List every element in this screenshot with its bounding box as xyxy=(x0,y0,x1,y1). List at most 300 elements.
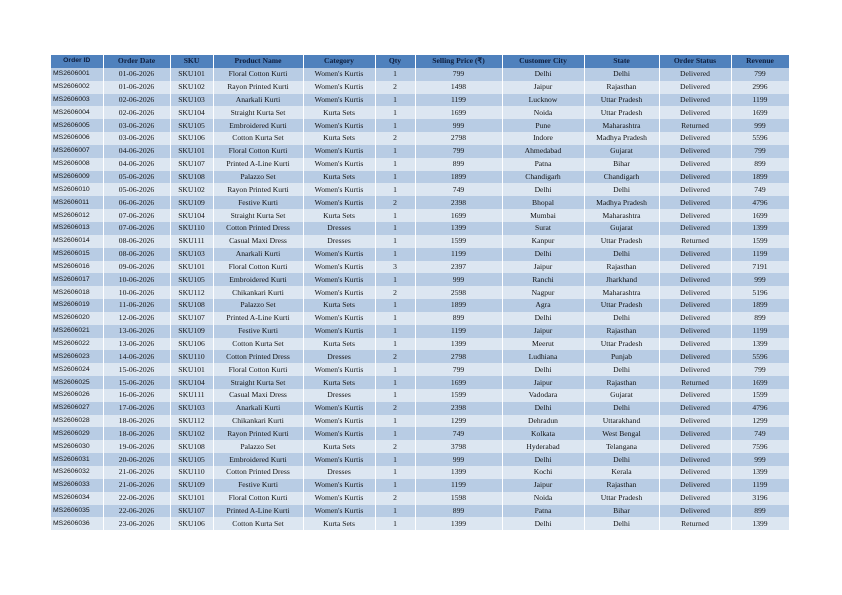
revenue-cell: 1699 xyxy=(731,106,789,119)
sku-cell: SKU103 xyxy=(170,94,213,107)
table-row xyxy=(51,145,789,158)
sku-cell: SKU107 xyxy=(170,505,213,518)
order-status-cell: Delivered xyxy=(659,479,731,492)
qty-cell: 1 xyxy=(375,505,415,518)
order-status-cell: Delivered xyxy=(659,415,731,428)
orders-table xyxy=(51,55,790,530)
column-header-order-status: Order Status xyxy=(659,55,731,68)
qty-cell: 1 xyxy=(375,363,415,376)
order-status-cell: Delivered xyxy=(659,363,731,376)
state-cell: Bihar xyxy=(584,505,659,518)
selling-price-cell: 999 xyxy=(415,119,502,132)
table-row xyxy=(51,402,789,415)
order-id-cell: MS2606029 xyxy=(51,427,103,440)
sku-cell: SKU103 xyxy=(170,248,213,261)
sku-cell: SKU109 xyxy=(170,196,213,209)
order-id-cell: MS2606026 xyxy=(51,389,103,402)
order-status-cell: Delivered xyxy=(659,158,731,171)
revenue-cell: 1199 xyxy=(731,479,789,492)
sku-cell: SKU109 xyxy=(170,325,213,338)
order-id-cell: MS2606028 xyxy=(51,415,103,428)
selling-price-cell: 1498 xyxy=(415,81,502,94)
category-cell: Women's Kurtis xyxy=(303,81,375,94)
order-status-cell: Delivered xyxy=(659,440,731,453)
product-name-cell: Embroidered Kurti xyxy=(213,453,303,466)
table-row xyxy=(51,479,789,492)
table-row xyxy=(51,492,789,505)
order-status-cell: Delivered xyxy=(659,427,731,440)
category-cell: Kurta Sets xyxy=(303,171,375,184)
customer-city-cell: Delhi xyxy=(502,363,584,376)
order-id-cell: MS2606019 xyxy=(51,299,103,312)
customer-city-cell: Patna xyxy=(502,505,584,518)
order-id-cell: MS2606008 xyxy=(51,158,103,171)
sku-cell: SKU112 xyxy=(170,415,213,428)
customer-city-cell: Delhi xyxy=(502,312,584,325)
selling-price-cell: 1599 xyxy=(415,389,502,402)
customer-city-cell: Ludhiana xyxy=(502,350,584,363)
column-header-sku: SKU xyxy=(170,55,213,68)
category-cell: Women's Kurtis xyxy=(303,183,375,196)
table-row xyxy=(51,235,789,248)
customer-city-cell: Jaipur xyxy=(502,376,584,389)
order-date-cell: 13-06-2026 xyxy=(103,338,170,351)
qty-cell: 1 xyxy=(375,209,415,222)
order-status-cell: Delivered xyxy=(659,248,731,261)
product-name-cell: Embroidered Kurti xyxy=(213,273,303,286)
selling-price-cell: 999 xyxy=(415,273,502,286)
order-id-cell: MS2606013 xyxy=(51,222,103,235)
table-row xyxy=(51,94,789,107)
category-cell: Kurta Sets xyxy=(303,440,375,453)
order-date-cell: 07-06-2026 xyxy=(103,209,170,222)
revenue-cell: 7596 xyxy=(731,440,789,453)
order-status-cell: Delivered xyxy=(659,312,731,325)
category-cell: Women's Kurtis xyxy=(303,286,375,299)
customer-city-cell: Patna xyxy=(502,158,584,171)
selling-price-cell: 1199 xyxy=(415,479,502,492)
selling-price-cell: 2798 xyxy=(415,132,502,145)
order-status-cell: Delivered xyxy=(659,338,731,351)
table-row xyxy=(51,312,789,325)
sku-cell: SKU110 xyxy=(170,222,213,235)
qty-cell: 1 xyxy=(375,222,415,235)
sku-cell: SKU106 xyxy=(170,132,213,145)
state-cell: Delhi xyxy=(584,312,659,325)
order-id-cell: MS2606030 xyxy=(51,440,103,453)
order-id-cell: MS2606012 xyxy=(51,209,103,222)
column-header-state: State xyxy=(584,55,659,68)
product-name-cell: Festive Kurti xyxy=(213,196,303,209)
state-cell: Maharashtra xyxy=(584,209,659,222)
customer-city-cell: Noida xyxy=(502,106,584,119)
sku-cell: SKU105 xyxy=(170,273,213,286)
order-id-cell: MS2606005 xyxy=(51,119,103,132)
order-status-cell: Delivered xyxy=(659,402,731,415)
table-row xyxy=(51,273,789,286)
selling-price-cell: 1599 xyxy=(415,235,502,248)
table-row xyxy=(51,338,789,351)
order-status-cell: Delivered xyxy=(659,106,731,119)
product-name-cell: Rayon Printed Kurti xyxy=(213,427,303,440)
category-cell: Dresses xyxy=(303,466,375,479)
qty-cell: 2 xyxy=(375,402,415,415)
order-status-cell: Returned xyxy=(659,517,731,530)
order-id-cell: MS2606036 xyxy=(51,517,103,530)
category-cell: Women's Kurtis xyxy=(303,427,375,440)
order-status-cell: Delivered xyxy=(659,492,731,505)
qty-cell: 1 xyxy=(375,415,415,428)
qty-cell: 1 xyxy=(375,235,415,248)
sku-cell: SKU108 xyxy=(170,299,213,312)
product-name-cell: Straight Kurta Set xyxy=(213,106,303,119)
selling-price-cell: 899 xyxy=(415,312,502,325)
order-id-cell: MS2606004 xyxy=(51,106,103,119)
order-status-cell: Delivered xyxy=(659,196,731,209)
revenue-cell: 4796 xyxy=(731,402,789,415)
product-name-cell: Cotton Kurta Set xyxy=(213,338,303,351)
selling-price-cell: 749 xyxy=(415,183,502,196)
qty-cell: 2 xyxy=(375,492,415,505)
product-name-cell: Chikankari Kurti xyxy=(213,286,303,299)
order-date-cell: 18-06-2026 xyxy=(103,427,170,440)
sku-cell: SKU101 xyxy=(170,492,213,505)
order-id-cell: MS2606025 xyxy=(51,376,103,389)
product-name-cell: Printed A-Line Kurti xyxy=(213,505,303,518)
revenue-cell: 7191 xyxy=(731,261,789,274)
table-row xyxy=(51,415,789,428)
order-status-cell: Delivered xyxy=(659,453,731,466)
column-header-qty: Qty xyxy=(375,55,415,68)
revenue-cell: 1399 xyxy=(731,222,789,235)
customer-city-cell: Vadodara xyxy=(502,389,584,402)
sku-cell: SKU112 xyxy=(170,286,213,299)
order-status-cell: Delivered xyxy=(659,132,731,145)
customer-city-cell: Chandigarh xyxy=(502,171,584,184)
qty-cell: 1 xyxy=(375,299,415,312)
revenue-cell: 749 xyxy=(731,427,789,440)
customer-city-cell: Nagpur xyxy=(502,286,584,299)
sku-cell: SKU103 xyxy=(170,402,213,415)
order-id-cell: MS2606023 xyxy=(51,350,103,363)
selling-price-cell: 1199 xyxy=(415,94,502,107)
customer-city-cell: Lucknow xyxy=(502,94,584,107)
order-date-cell: 01-06-2026 xyxy=(103,68,170,81)
order-date-cell: 03-06-2026 xyxy=(103,119,170,132)
category-cell: Dresses xyxy=(303,389,375,402)
qty-cell: 1 xyxy=(375,479,415,492)
revenue-cell: 5196 xyxy=(731,286,789,299)
category-cell: Kurta Sets xyxy=(303,376,375,389)
order-date-cell: 05-06-2026 xyxy=(103,183,170,196)
qty-cell: 3 xyxy=(375,261,415,274)
table-row xyxy=(51,171,789,184)
state-cell: Gujarat xyxy=(584,389,659,402)
order-date-cell: 22-06-2026 xyxy=(103,492,170,505)
revenue-cell: 999 xyxy=(731,453,789,466)
sku-cell: SKU104 xyxy=(170,376,213,389)
order-id-cell: MS2606001 xyxy=(51,68,103,81)
product-name-cell: Floral Cotton Kurti xyxy=(213,68,303,81)
product-name-cell: Straight Kurta Set xyxy=(213,209,303,222)
category-cell: Women's Kurtis xyxy=(303,415,375,428)
qty-cell: 1 xyxy=(375,338,415,351)
state-cell: Telangana xyxy=(584,440,659,453)
category-cell: Women's Kurtis xyxy=(303,68,375,81)
customer-city-cell: Bhopal xyxy=(502,196,584,209)
product-name-cell: Casual Maxi Dress xyxy=(213,235,303,248)
order-status-cell: Delivered xyxy=(659,94,731,107)
order-status-cell: Delivered xyxy=(659,222,731,235)
table-row xyxy=(51,132,789,145)
revenue-cell: 899 xyxy=(731,312,789,325)
revenue-cell: 1199 xyxy=(731,248,789,261)
qty-cell: 1 xyxy=(375,106,415,119)
table-row xyxy=(51,466,789,479)
sku-cell: SKU106 xyxy=(170,338,213,351)
revenue-cell: 1399 xyxy=(731,338,789,351)
column-header-revenue: Revenue xyxy=(731,55,789,68)
selling-price-cell: 999 xyxy=(415,453,502,466)
column-header-selling-price: Selling Price (₹) xyxy=(415,55,502,68)
revenue-cell: 5596 xyxy=(731,350,789,363)
order-date-cell: 04-06-2026 xyxy=(103,145,170,158)
order-date-cell: 03-06-2026 xyxy=(103,132,170,145)
revenue-cell: 799 xyxy=(731,363,789,376)
revenue-cell: 899 xyxy=(731,158,789,171)
order-status-cell: Delivered xyxy=(659,68,731,81)
order-id-cell: MS2606033 xyxy=(51,479,103,492)
table-row xyxy=(51,517,789,530)
customer-city-cell: Indore xyxy=(502,132,584,145)
qty-cell: 1 xyxy=(375,248,415,261)
selling-price-cell: 2398 xyxy=(415,196,502,209)
sku-cell: SKU105 xyxy=(170,119,213,132)
qty-cell: 1 xyxy=(375,466,415,479)
sku-cell: SKU101 xyxy=(170,363,213,376)
product-name-cell: Cotton Printed Dress xyxy=(213,222,303,235)
product-name-cell: Anarkali Kurti xyxy=(213,94,303,107)
order-date-cell: 20-06-2026 xyxy=(103,453,170,466)
order-status-cell: Returned xyxy=(659,119,731,132)
order-date-cell: 11-06-2026 xyxy=(103,299,170,312)
customer-city-cell: Mumbai xyxy=(502,209,584,222)
selling-price-cell: 799 xyxy=(415,68,502,81)
table-row xyxy=(51,505,789,518)
product-name-cell: Anarkali Kurti xyxy=(213,402,303,415)
revenue-cell: 1399 xyxy=(731,517,789,530)
order-date-cell: 18-06-2026 xyxy=(103,415,170,428)
customer-city-cell: Agra xyxy=(502,299,584,312)
sku-cell: SKU101 xyxy=(170,68,213,81)
sku-cell: SKU102 xyxy=(170,81,213,94)
sku-cell: SKU110 xyxy=(170,466,213,479)
selling-price-cell: 899 xyxy=(415,505,502,518)
product-name-cell: Festive Kurti xyxy=(213,479,303,492)
column-header-customer-city: Customer City xyxy=(502,55,584,68)
qty-cell: 1 xyxy=(375,171,415,184)
state-cell: Maharashtra xyxy=(584,119,659,132)
selling-price-cell: 1399 xyxy=(415,222,502,235)
selling-price-cell: 1598 xyxy=(415,492,502,505)
customer-city-cell: Dehradun xyxy=(502,415,584,428)
state-cell: West Bengal xyxy=(584,427,659,440)
category-cell: Kurta Sets xyxy=(303,517,375,530)
selling-price-cell: 1899 xyxy=(415,299,502,312)
state-cell: Uttar Pradesh xyxy=(584,235,659,248)
order-id-cell: MS2606009 xyxy=(51,171,103,184)
revenue-cell: 899 xyxy=(731,505,789,518)
product-name-cell: Palazzo Set xyxy=(213,440,303,453)
state-cell: Madhya Pradesh xyxy=(584,132,659,145)
selling-price-cell: 1699 xyxy=(415,106,502,119)
customer-city-cell: Noida xyxy=(502,492,584,505)
table-row xyxy=(51,440,789,453)
order-id-cell: MS2606016 xyxy=(51,261,103,274)
order-status-cell: Delivered xyxy=(659,273,731,286)
state-cell: Uttar Pradesh xyxy=(584,338,659,351)
product-name-cell: Rayon Printed Kurti xyxy=(213,183,303,196)
table-row xyxy=(51,106,789,119)
sku-cell: SKU106 xyxy=(170,517,213,530)
table-row xyxy=(51,222,789,235)
category-cell: Women's Kurtis xyxy=(303,453,375,466)
customer-city-cell: Kolkata xyxy=(502,427,584,440)
category-cell: Women's Kurtis xyxy=(303,248,375,261)
category-cell: Women's Kurtis xyxy=(303,119,375,132)
order-date-cell: 14-06-2026 xyxy=(103,350,170,363)
category-cell: Women's Kurtis xyxy=(303,479,375,492)
sku-cell: SKU102 xyxy=(170,427,213,440)
product-name-cell: Chikankari Kurti xyxy=(213,415,303,428)
column-header-order-date: Order Date xyxy=(103,55,170,68)
order-date-cell: 04-06-2026 xyxy=(103,158,170,171)
order-status-cell: Returned xyxy=(659,235,731,248)
order-id-cell: MS2606034 xyxy=(51,492,103,505)
selling-price-cell: 799 xyxy=(415,363,502,376)
product-name-cell: Floral Cotton Kurti xyxy=(213,363,303,376)
customer-city-cell: Jaipur xyxy=(502,325,584,338)
state-cell: Uttar Pradesh xyxy=(584,106,659,119)
order-status-cell: Delivered xyxy=(659,299,731,312)
product-name-cell: Rayon Printed Kurti xyxy=(213,81,303,94)
order-status-cell: Delivered xyxy=(659,209,731,222)
qty-cell: 1 xyxy=(375,273,415,286)
order-date-cell: 06-06-2026 xyxy=(103,196,170,209)
table-row xyxy=(51,119,789,132)
state-cell: Chandigarh xyxy=(584,171,659,184)
column-header-category: Category xyxy=(303,55,375,68)
qty-cell: 1 xyxy=(375,312,415,325)
revenue-cell: 1299 xyxy=(731,415,789,428)
order-status-cell: Delivered xyxy=(659,505,731,518)
table-row xyxy=(51,261,789,274)
state-cell: Delhi xyxy=(584,183,659,196)
product-name-cell: Cotton Kurta Set xyxy=(213,517,303,530)
state-cell: Delhi xyxy=(584,363,659,376)
order-id-cell: MS2606011 xyxy=(51,196,103,209)
qty-cell: 1 xyxy=(375,517,415,530)
selling-price-cell: 2798 xyxy=(415,350,502,363)
state-cell: Rajasthan xyxy=(584,376,659,389)
state-cell: Rajasthan xyxy=(584,325,659,338)
state-cell: Kerala xyxy=(584,466,659,479)
product-name-cell: Floral Cotton Kurti xyxy=(213,145,303,158)
order-status-cell: Delivered xyxy=(659,261,731,274)
category-cell: Women's Kurtis xyxy=(303,492,375,505)
revenue-cell: 3196 xyxy=(731,492,789,505)
sku-cell: SKU101 xyxy=(170,145,213,158)
sku-cell: SKU102 xyxy=(170,183,213,196)
category-cell: Kurta Sets xyxy=(303,106,375,119)
qty-cell: 2 xyxy=(375,350,415,363)
table-row xyxy=(51,453,789,466)
state-cell: Jharkhand xyxy=(584,273,659,286)
selling-price-cell: 2598 xyxy=(415,286,502,299)
state-cell: Bihar xyxy=(584,158,659,171)
state-cell: Delhi xyxy=(584,402,659,415)
qty-cell: 2 xyxy=(375,286,415,299)
category-cell: Women's Kurtis xyxy=(303,402,375,415)
product-name-cell: Cotton Printed Dress xyxy=(213,466,303,479)
category-cell: Women's Kurtis xyxy=(303,325,375,338)
product-name-cell: Palazzo Set xyxy=(213,299,303,312)
qty-cell: 1 xyxy=(375,68,415,81)
order-id-cell: MS2606006 xyxy=(51,132,103,145)
order-date-cell: 21-06-2026 xyxy=(103,466,170,479)
sku-cell: SKU108 xyxy=(170,171,213,184)
order-status-cell: Returned xyxy=(659,376,731,389)
selling-price-cell: 1399 xyxy=(415,517,502,530)
revenue-cell: 999 xyxy=(731,273,789,286)
customer-city-cell: Delhi xyxy=(502,248,584,261)
qty-cell: 1 xyxy=(375,183,415,196)
table-row xyxy=(51,363,789,376)
selling-price-cell: 1399 xyxy=(415,338,502,351)
order-date-cell: 08-06-2026 xyxy=(103,248,170,261)
order-id-cell: MS2606002 xyxy=(51,81,103,94)
category-cell: Women's Kurtis xyxy=(303,94,375,107)
category-cell: Women's Kurtis xyxy=(303,273,375,286)
sku-cell: SKU109 xyxy=(170,479,213,492)
order-id-cell: MS2606017 xyxy=(51,273,103,286)
table-row xyxy=(51,183,789,196)
product-name-cell: Cotton Printed Dress xyxy=(213,350,303,363)
customer-city-cell: Delhi xyxy=(502,402,584,415)
customer-city-cell: Jaipur xyxy=(502,81,584,94)
qty-cell: 1 xyxy=(375,158,415,171)
revenue-cell: 1599 xyxy=(731,389,789,402)
customer-city-cell: Delhi xyxy=(502,453,584,466)
order-date-cell: 15-06-2026 xyxy=(103,376,170,389)
selling-price-cell: 749 xyxy=(415,427,502,440)
order-id-cell: MS2606007 xyxy=(51,145,103,158)
revenue-cell: 799 xyxy=(731,68,789,81)
revenue-cell: 4796 xyxy=(731,196,789,209)
sku-cell: SKU104 xyxy=(170,209,213,222)
order-id-cell: MS2606035 xyxy=(51,505,103,518)
state-cell: Rajasthan xyxy=(584,81,659,94)
order-id-cell: MS2606032 xyxy=(51,466,103,479)
category-cell: Kurta Sets xyxy=(303,209,375,222)
qty-cell: 2 xyxy=(375,440,415,453)
revenue-cell: 2996 xyxy=(731,81,789,94)
category-cell: Kurta Sets xyxy=(303,299,375,312)
customer-city-cell: Jaipur xyxy=(502,479,584,492)
order-status-cell: Delivered xyxy=(659,183,731,196)
category-cell: Women's Kurtis xyxy=(303,505,375,518)
order-id-cell: MS2606022 xyxy=(51,338,103,351)
